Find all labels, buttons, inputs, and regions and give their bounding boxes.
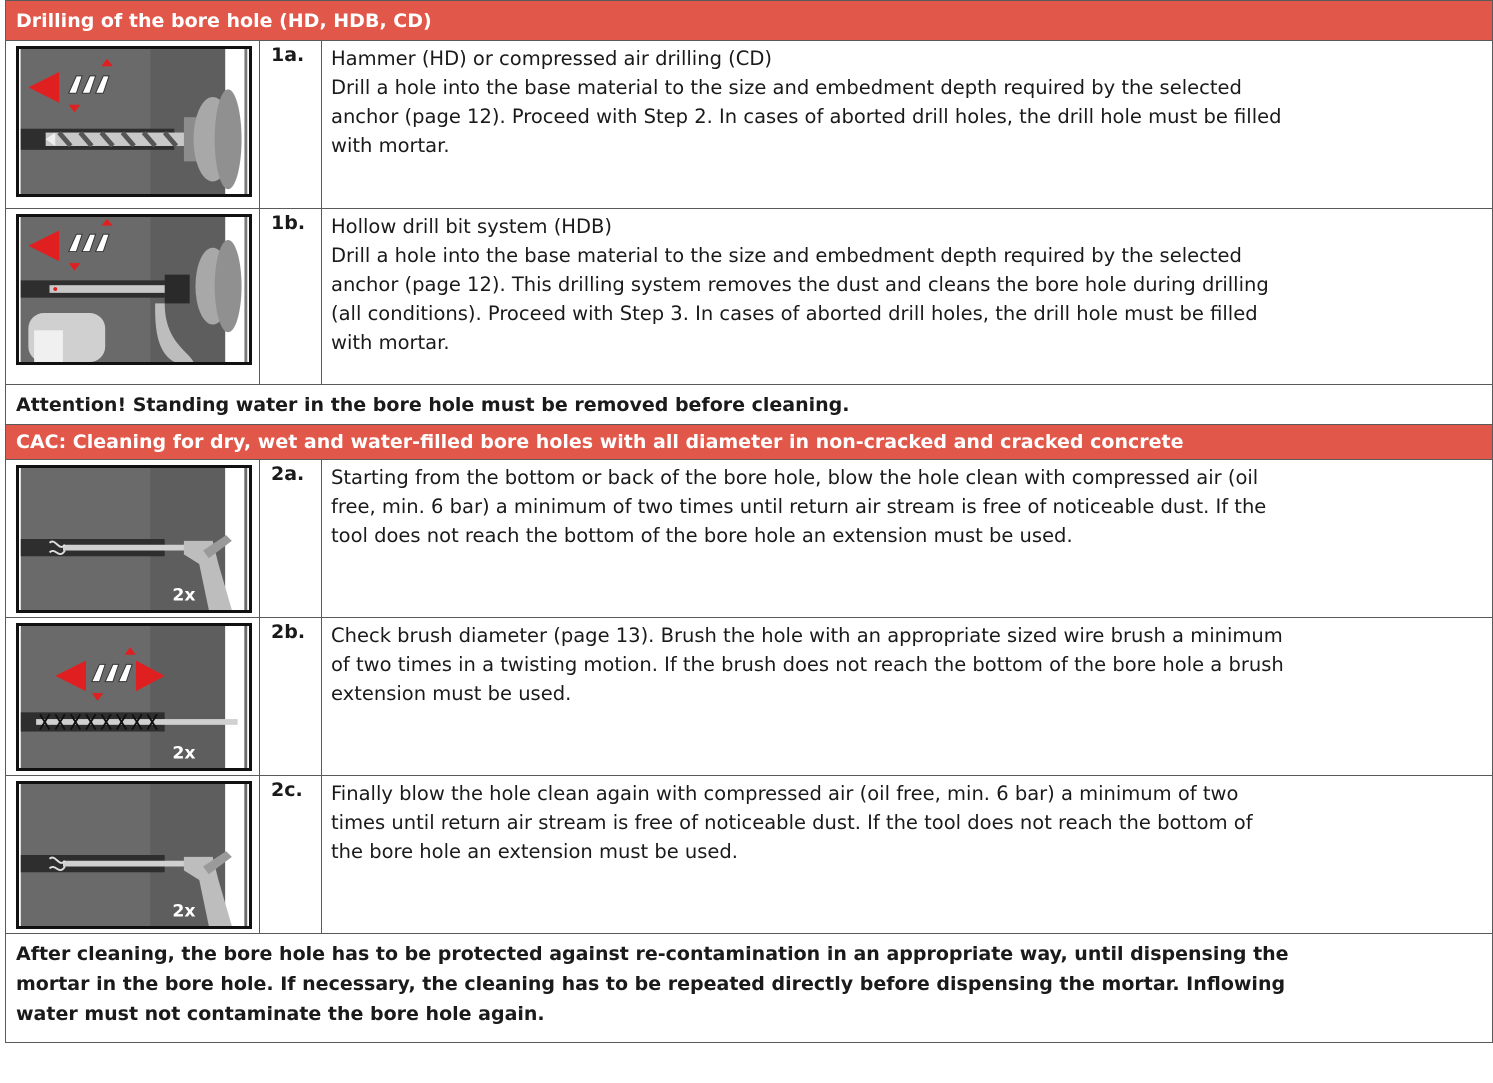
- step-text-line: Starting from the bottom or back of the bore hole, blow the hole clean with compressed air (oil: [331, 466, 1259, 489]
- step-description: [322, 776, 1492, 933]
- step-number: 1b.: [260, 209, 322, 384]
- step-text-line: with mortar.: [331, 134, 450, 157]
- step-number: 1a.: [260, 41, 322, 208]
- blow-out-illustration: [16, 465, 252, 613]
- step-number: 2a.: [260, 460, 322, 617]
- step-text-line: anchor (page 12). Proceed with Step 2. In cases of aborted drill holes, the drill hole must be filled: [331, 105, 1282, 128]
- instruction-sheet: [5, 0, 1493, 1043]
- repeat-count-label: 2x: [172, 585, 196, 606]
- step-text-line: tool does not reach the bottom of the bore hole an extension must be used.: [331, 524, 1073, 547]
- step-row-2a: [5, 459, 1493, 617]
- brushing-illustration: [16, 623, 252, 771]
- section-title: CAC: Cleaning for dry, wet and water-filled bore holes with all diameter in non-cracked and cracked concrete: [16, 431, 1184, 453]
- step-text-line: Hammer (HD) or compressed air drilling (CD): [331, 47, 772, 70]
- step-description: [322, 209, 1492, 384]
- repeat-count-label: 2x: [172, 901, 196, 922]
- step-text-line: Drill a hole into the base material to the size and embedment depth required by the selected: [331, 244, 1242, 267]
- step-number: 2c.: [260, 776, 322, 933]
- step-illustration-cell: [6, 460, 260, 617]
- blow-out-again-illustration: [16, 781, 252, 929]
- step-text-line: of two times in a twisting motion. If the brush does not reach the bottom of the bore hole a brush: [331, 653, 1284, 676]
- step-text-line: Drill a hole into the base material to the size and embedment depth required by the selected: [331, 76, 1242, 99]
- step-text-line: the bore hole an extension must be used.: [331, 840, 738, 863]
- attention-note: [5, 384, 1493, 424]
- section-title: Drilling of the bore hole (HD, HDB, CD): [16, 9, 432, 32]
- hammer-drilling-illustration: [16, 46, 252, 197]
- step-text-line: times until return air stream is free of noticeable dust. If the tool does not reach the bottom of: [331, 811, 1253, 834]
- step-text-line: (all conditions). Proceed with Step 3. In cases of aborted drill holes, the drill hole must be filled: [331, 302, 1258, 325]
- step-text-line: with mortar.: [331, 331, 450, 354]
- step-illustration-cell: [6, 41, 260, 208]
- step-illustration-cell: [6, 776, 260, 933]
- step-description: [322, 41, 1492, 208]
- repeat-count-label: 2x: [172, 743, 196, 764]
- step-row-2b: [5, 617, 1493, 775]
- step-row-1b: [5, 208, 1493, 384]
- section-header-cleaning: [5, 424, 1493, 459]
- step-text-line: extension must be used.: [331, 682, 572, 705]
- final-note: [5, 933, 1493, 1043]
- step-text-line: Hollow drill bit system (HDB): [331, 215, 612, 238]
- section-header-drilling: [5, 0, 1493, 40]
- step-text-line: Check brush diameter (page 13). Brush the hole with an appropriate sized wire brush a minimum: [331, 624, 1283, 647]
- step-illustration-cell: [6, 618, 260, 775]
- step-description: [322, 618, 1492, 775]
- final-note-line: water must not contaminate the bore hole again.: [16, 1003, 545, 1025]
- step-text-line: free, min. 6 bar) a minimum of two times until return air stream is free of noticeable dust. If the: [331, 495, 1267, 518]
- hollow-drill-illustration: [16, 214, 252, 365]
- final-note-line: After cleaning, the bore hole has to be protected against re-contamination in an appropriate way, until dispensing the: [16, 943, 1289, 965]
- final-note-line: mortar in the bore hole. If necessary, the cleaning has to be repeated directly before dispensing the mortar. Inflowing: [16, 973, 1286, 995]
- step-number: 2b.: [260, 618, 322, 775]
- step-text-line: anchor (page 12). This drilling system removes the dust and cleans the bore hole during drilling: [331, 273, 1269, 296]
- step-description: [322, 460, 1492, 617]
- step-illustration-cell: [6, 209, 260, 384]
- step-text-line: Finally blow the hole clean again with compressed air (oil free, min. 6 bar) a minimum of two: [331, 782, 1239, 805]
- step-row-2c: [5, 775, 1493, 933]
- step-row-1a: [5, 40, 1493, 208]
- attention-text: Attention! Standing water in the bore hole must be removed before cleaning.: [16, 393, 850, 416]
